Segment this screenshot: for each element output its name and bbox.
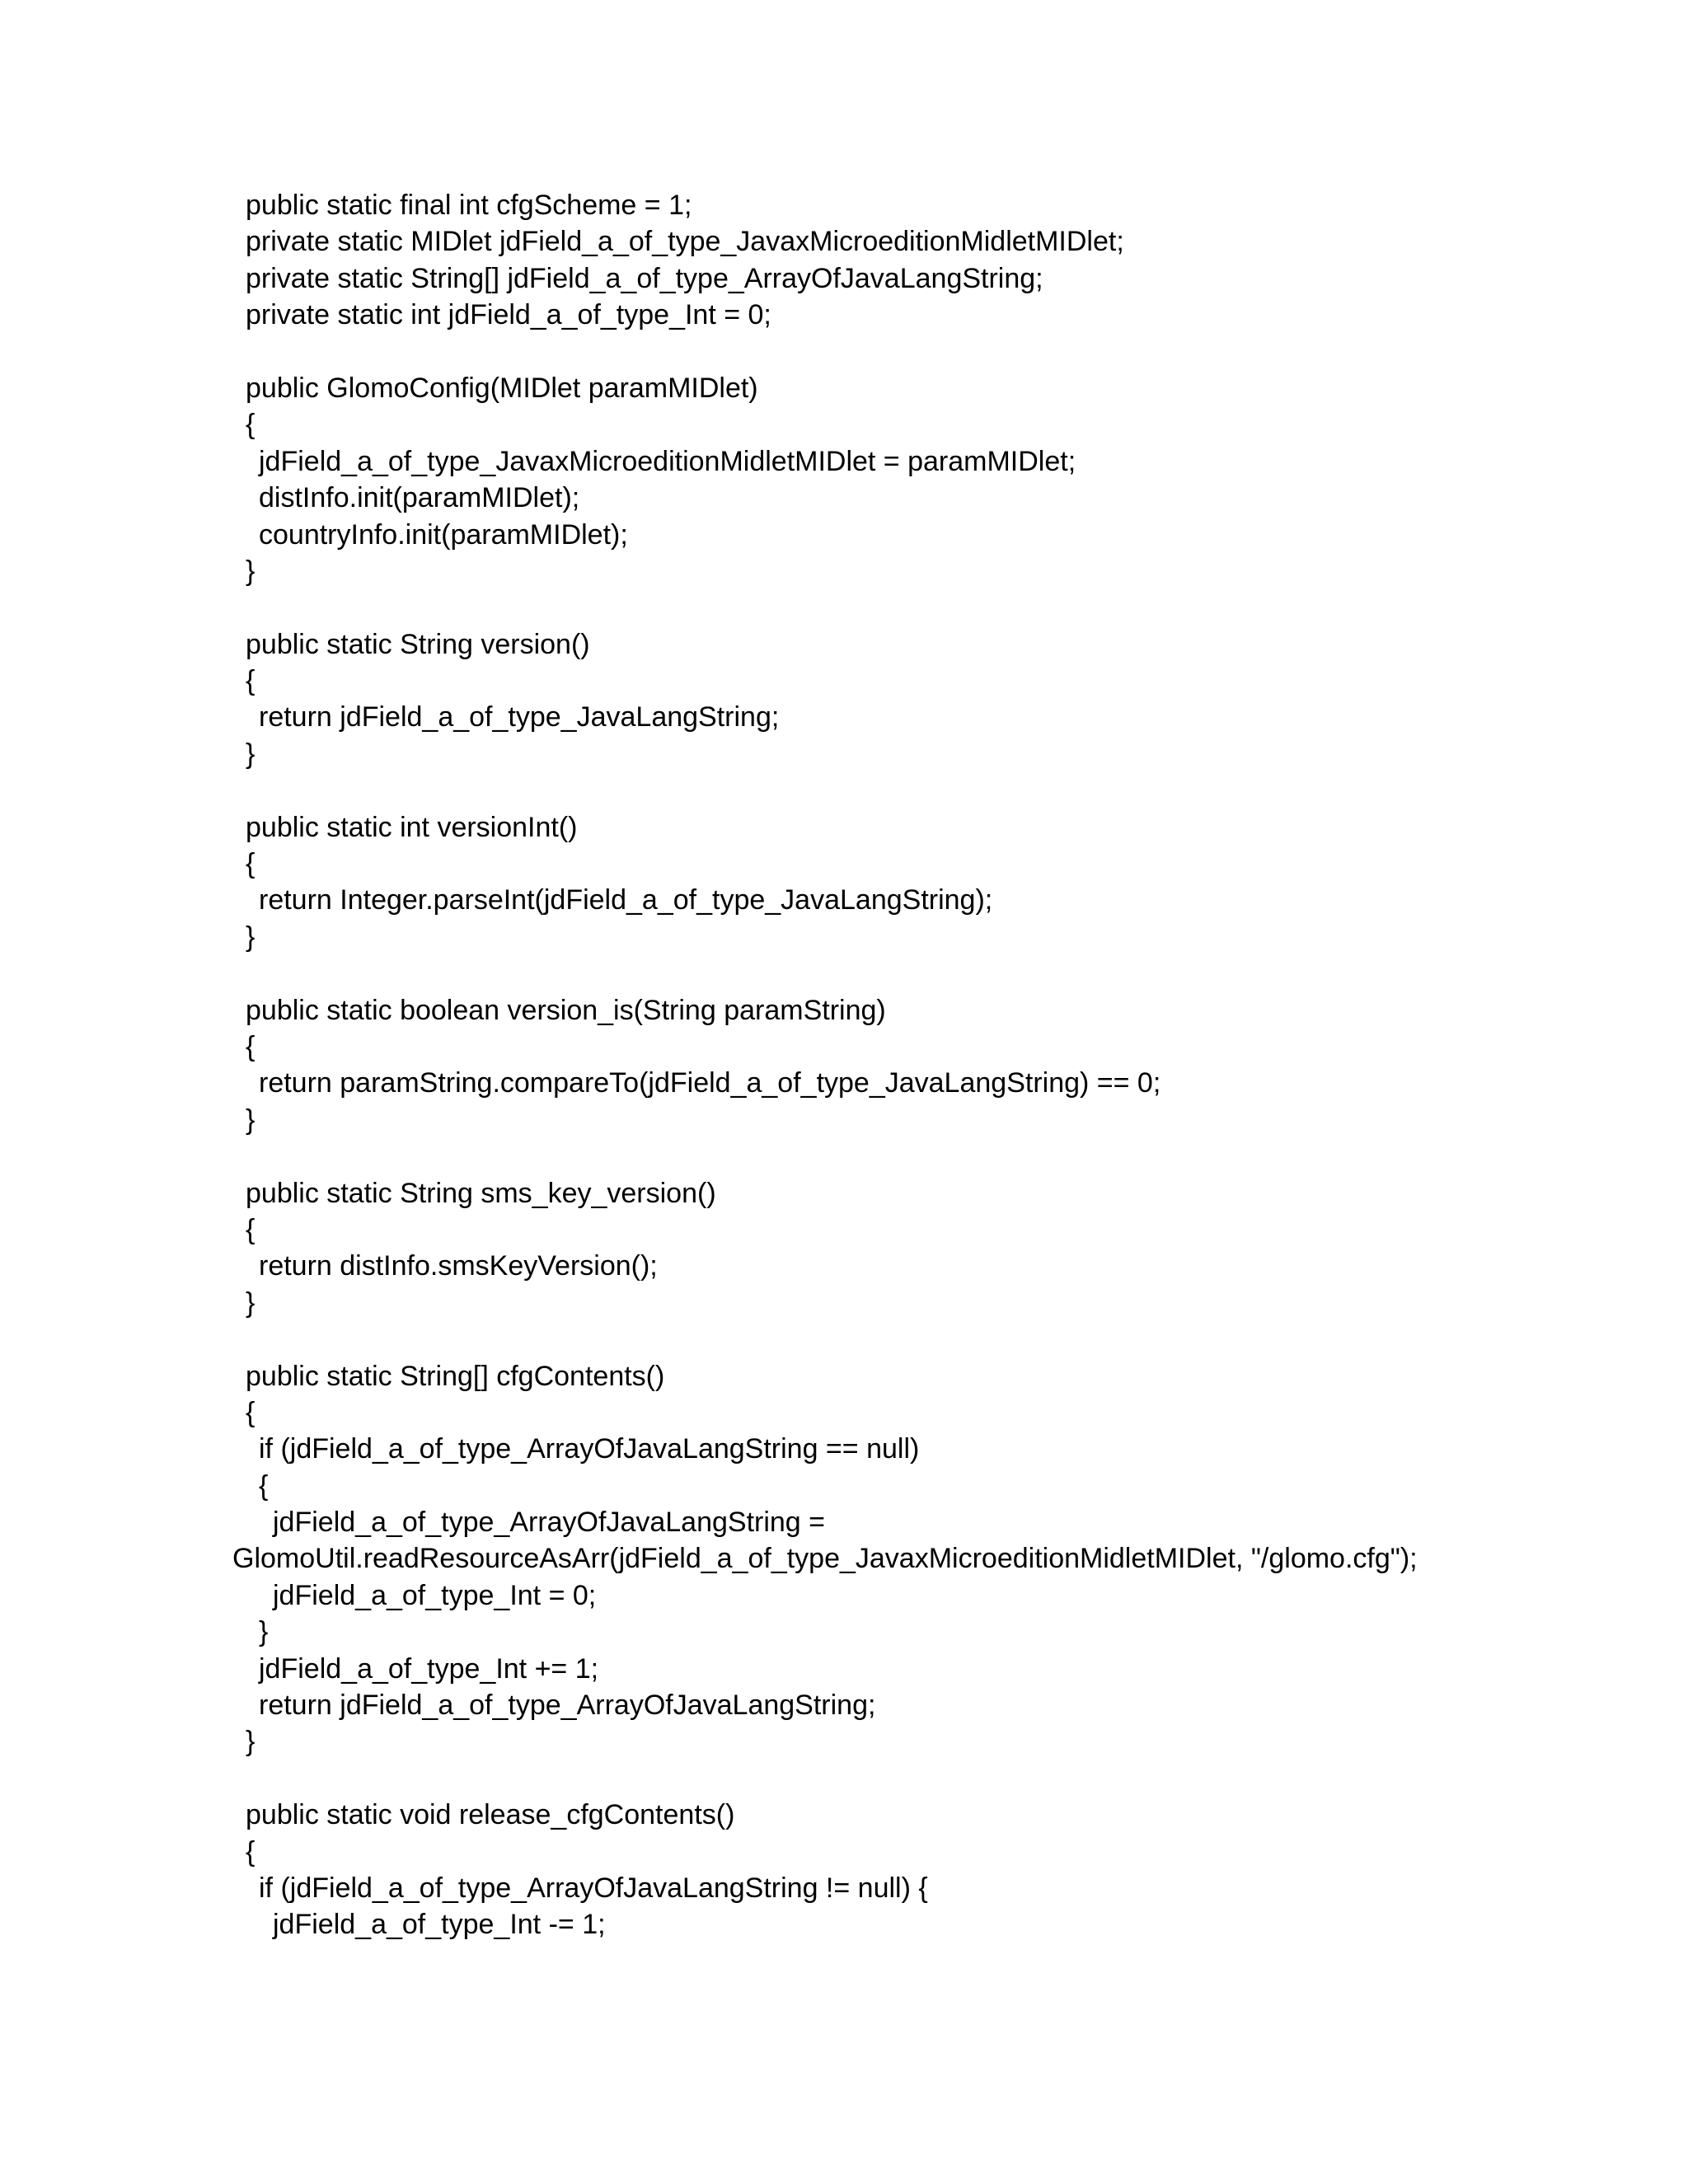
code-line: }: [246, 921, 256, 953]
code-line: public static String[] cfgContents(): [246, 1360, 665, 1392]
code-line: {: [246, 1213, 256, 1245]
code-line: public GlomoConfig(MIDlet paramMIDlet): [246, 372, 758, 404]
code-line: }: [246, 1286, 256, 1319]
code-line: {: [246, 848, 256, 880]
blank-line: [0, 1138, 1688, 1174]
code-line: public static int versionInt(): [246, 811, 578, 843]
code-line: if (jdField_a_of_type_ArrayOfJavaLangString != null) {: [259, 1872, 928, 1904]
code-line: public static final int cfgScheme = 1;: [246, 190, 692, 221]
code-line: public static String version(): [246, 628, 590, 660]
code-line: return distInfo.smsKeyVersion();: [259, 1250, 658, 1282]
code-line: jdField_a_of_type_JavaxMicroeditionMidletMIDlet = paramMIDlet;: [259, 445, 1076, 477]
code-line: private static String[] jdField_a_of_type_ArrayOfJavaLangString;: [246, 262, 1043, 294]
code-line: }: [246, 738, 256, 770]
blank-line: [0, 955, 1688, 991]
code-line: jdField_a_of_type_Int = 0;: [273, 1579, 597, 1611]
code-line: }: [246, 1104, 256, 1136]
code-line: distInfo.init(paramMIDlet);: [259, 482, 580, 514]
code-line: {: [246, 1396, 256, 1428]
code-line: public static void release_cfgContents(): [246, 1799, 735, 1831]
code-line: {: [259, 1469, 269, 1502]
blank-line: [0, 334, 1688, 370]
blank-line: [0, 1321, 1688, 1357]
code-line: {: [246, 1030, 256, 1062]
blank-line: [0, 589, 1688, 626]
code-line: private static int jdField_a_of_type_Int = 0;: [246, 299, 771, 331]
code-line: countryInfo.init(paramMIDlet);: [259, 518, 628, 551]
code-line: return jdField_a_of_type_JavaLangString;: [259, 701, 780, 733]
code-line: {: [246, 409, 256, 441]
code-line: jdField_a_of_type_Int += 1;: [259, 1652, 599, 1685]
code-line: private static MIDlet jdField_a_of_type_JavaxMicroeditionMidletMIDlet;: [246, 226, 1124, 258]
code-line: }: [246, 1726, 256, 1758]
code-line: jdField_a_of_type_ArrayOfJavaLangString =: [273, 1507, 826, 1539]
code-line: jdField_a_of_type_Int -= 1;: [273, 1909, 606, 1941]
code-line: GlomoUtil.readResourceAsArr(jdField_a_of_type_JavaxMicroeditionMidletMIDlet, "/glomo.cfg");: [232, 1543, 1418, 1575]
code-line: public static String sms_key_version(): [246, 1177, 716, 1209]
blank-line: [0, 772, 1688, 808]
code-line: {: [246, 665, 256, 697]
code-line: return jdField_a_of_type_ArrayOfJavaLangString;: [259, 1690, 876, 1722]
code-line: public static boolean version_is(String paramString): [246, 994, 886, 1026]
code-document: [0, 187, 1688, 1943]
code-line: if (jdField_a_of_type_ArrayOfJavaLangString == null): [259, 1433, 920, 1465]
code-line: }: [246, 555, 256, 587]
code-line: return paramString.compareTo(jdField_a_of_type_JavaLangString) == 0;: [259, 1067, 1161, 1099]
code-line: }: [259, 1616, 269, 1648]
code-line: {: [246, 1835, 256, 1868]
code-line: return Integer.parseInt(jdField_a_of_type_JavaLangString);: [259, 884, 993, 916]
blank-line: [0, 1760, 1688, 1797]
